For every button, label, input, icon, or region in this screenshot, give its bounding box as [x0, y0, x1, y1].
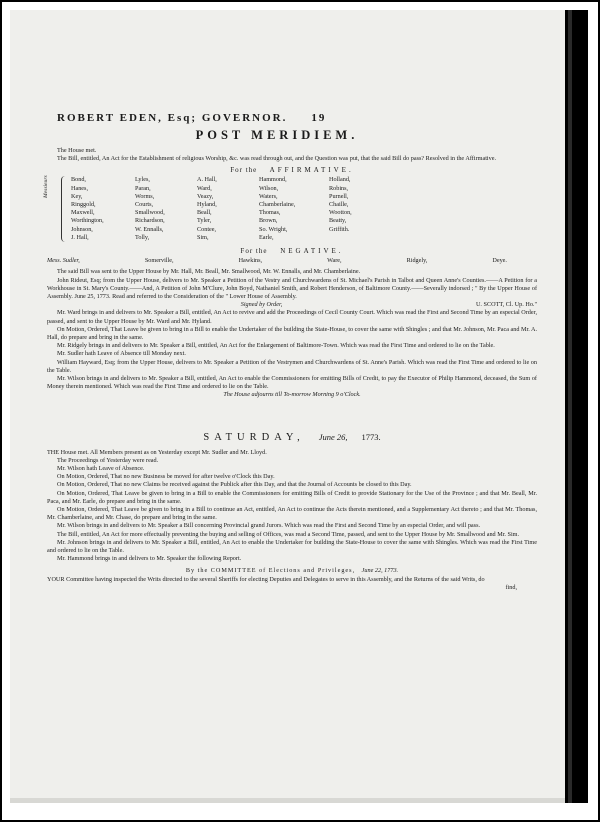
affirmative-name: Tyler,	[197, 217, 212, 225]
pm-body-paragraph: Mr. Sudler hath Leave of Absence till Monday next.	[57, 350, 186, 358]
affirmative-name: W. Ennalls,	[135, 225, 164, 233]
committee-title: By the COMMITTEE of Elections and Privileges,	[185, 566, 356, 574]
messieurs-label: Messieurs	[43, 175, 49, 199]
affirmative-name: Thomas,	[259, 209, 281, 217]
affirmative-name: Veazy,	[197, 192, 214, 200]
pm-house-met: The House met.	[57, 147, 97, 154]
pm-body-paragraph: Mr. Ward brings in and delivers to Mr. Speaker a Bill, entitled, An Act to revive and add the Proceedings of Cecil County Court. Which was read the First and Second Time by an especial Order, passed, and sent to the Upper House by Mr. Ward and Mr. Hyland.	[47, 309, 537, 325]
affirmative-names-block	[43, 175, 537, 244]
negative-name: Somerville,	[144, 257, 174, 265]
affirmative-name: Paran,	[135, 184, 151, 192]
affirmative-name: Hanes,	[71, 184, 89, 192]
affirmative-name: Lyles,	[135, 176, 150, 184]
saturday-paragraph: The Proceedings of Yesterday were read.	[57, 456, 159, 464]
saturday-paragraph: Mr. Wilson hath Leave of Absence.	[57, 465, 145, 473]
saturday-paragraph: Mr. Johnson brings in and delivers to Mr. Speaker a Bill, entitled, An Act to enable the Undertaker for building the State-House to cover the same with Shingles. Which was read the First Time and ordered to lie on the Table.	[47, 538, 537, 555]
signed-line	[47, 301, 537, 309]
affirmative-name: Bond,	[71, 176, 86, 184]
saturday-body	[47, 449, 537, 564]
affirmative-name: J. Hall,	[71, 233, 89, 241]
pm-body-paragraph: William Hayward, Esq; from the Upper House, delivers to Mr. Speaker a Petition of the Vestrymen and Churchwardens of St. Anne's Parish. Which was read the First Time and ordered to lie on the Table.	[47, 358, 537, 374]
negative-name: Mess. Sudler,	[47, 257, 80, 265]
negative-names-row	[47, 257, 537, 264]
page-content	[43, 112, 538, 592]
saturday-paragraph: Mr. Wilson brings in and delivers to Mr. Speaker a Bill concerning Provincial grand Jurors. Which was read the First and Second Time by an especial Order, and will pass.	[57, 522, 481, 530]
page-bottom-edge	[10, 798, 565, 803]
grid-spacer	[391, 185, 451, 193]
grid-spacer	[391, 234, 451, 242]
affirmative-name: A. Hall,	[197, 176, 217, 184]
affirmative-name: Hammond,	[259, 176, 287, 184]
affirmative-label: For the	[230, 166, 258, 175]
adjournment-line: The House adjourns till To-morrow Morning 9 o'Clock.	[223, 391, 361, 399]
affirmative-name: Richardson,	[135, 217, 165, 225]
affirmative-heading	[47, 166, 537, 174]
affirmative-name: Sim,	[197, 233, 209, 241]
grid-spacer	[391, 217, 451, 225]
affirmative-name: Holland,	[329, 176, 351, 184]
saturday-paragraph: THE House met. All Members present as on Yesterday except Mr. Sudler and Mr. Lloyd.	[47, 448, 267, 456]
affirmative-name: Wootton,	[329, 209, 352, 217]
negative-heading	[47, 247, 537, 255]
affirmative-name: Tolly,	[135, 233, 150, 241]
committee-report-paragraph: YOUR Committee having inspected the Writs directed to the several Sheriffs for electing Deputies and Delegates to serve in this Assembly, and the Returns of the said Writs, do	[47, 575, 485, 583]
saturday-date: June 26,	[318, 431, 348, 442]
committee-date: June 22, 1773.	[361, 566, 399, 574]
pm-body-paragraph: Mr. Wilson brings in and delivers to Mr. Speaker a Bill, entitled, An Act to enable the Commissioners for emitting Bills of Credit, to pay the Executor of Philip Hammond, deceased, the Sum of Money therein mentioned. Which was read the First Time and ordered to lie on the Table.	[47, 375, 537, 391]
affirmative-word: AFFIRMATIVE.	[269, 166, 354, 175]
running-head-title: ROBERT EDEN, Esq; GOVERNOR.	[57, 112, 288, 124]
affirmative-name: Hyland,	[197, 201, 217, 209]
affirmative-name: Purnell,	[329, 192, 349, 200]
affirmative-name: Wilson,	[259, 184, 279, 192]
affirmative-name: Key,	[71, 192, 83, 200]
negative-word: NEGATIVE.	[280, 247, 344, 256]
clerk-signature: U. SCOTT, Cl. Up. Ho."	[475, 301, 537, 309]
pm-body-paragraph: The said Bill was sent to the Upper House by Mr. Hall, Mr. Beall, Mr. Smallwood, Mr. W. Ennalls, and Mr. Chamberlaine.	[57, 268, 361, 276]
affirmative-name: Chaille,	[329, 201, 349, 209]
affirmative-name: Earle,	[259, 233, 274, 241]
affirmative-name: Ringgold,	[71, 201, 96, 209]
negative-name: Deye.	[492, 257, 507, 265]
section-title-post-meridiem: POST MERIDIEM.	[195, 128, 359, 142]
affirmative-name: Waters,	[259, 192, 278, 200]
saturday-paragraph: On Motion, Ordered, That Leave be given to bring in a Bill to enable the Commissioners for emitting Bills of Credit to provide Stationary for the Use of the Province ; and that Mr. Beall, Mr. Paca, and Mr. Earle, do prepare and bring in the same.	[47, 489, 537, 505]
saturday-paragraph: Mr. Hammond brings in and delivers to Mr. Speaker the following Report.	[57, 555, 242, 563]
names-brace	[61, 176, 68, 242]
grid-spacer	[391, 201, 451, 209]
affirmative-name: Worthington,	[71, 217, 104, 225]
saturday-paragraph: The Bill, entitled, An Act for more effectually preventing the buying and selling of Offices, was read a Second Time, passed, and sent to the Upper House by Mr. Smallwood and Mr. Sim.	[57, 530, 520, 538]
pm-body-paragraph: Mr. Ridgely brings in and delivers to Mr. Speaker a Bill, entitled, An Act for the Enlargement of Baltimore-Town. Which was read the First Time and ordered to lie on the Table.	[57, 342, 495, 350]
affirmative-name: Ward,	[197, 184, 212, 192]
scan-edge-line	[568, 10, 572, 803]
affirmative-name: So. Wright,	[259, 225, 288, 233]
committee-heading	[47, 567, 537, 574]
affirmative-name: Johnson,	[71, 225, 93, 233]
affirmative-name: Maxwell,	[71, 209, 95, 217]
grid-spacer	[391, 226, 451, 234]
affirmative-names-grid	[71, 176, 537, 242]
negative-name: Ware,	[327, 257, 342, 265]
saturday-paragraph: On Motion, Ordered, That no new Claims be received against the Publick after this Day, and that the Journal of Accounts be closed to this Day.	[57, 481, 412, 489]
grid-spacer	[391, 209, 451, 217]
pm-body-paragraph: On Motion, Ordered, That Leave be given to bring in a Bill to enable the Undertaker of the building the State-House, to cover the same with Shingles ; and that Mr. Johnson, Mr. Paca and Mr. A. Hall, do prepare and bring in the same.	[47, 325, 538, 342]
negative-label: For the	[240, 247, 268, 256]
page-number: 19	[311, 112, 327, 124]
pm-body-continued	[47, 309, 537, 391]
pm-bill-paragraph: The Bill, entitled, An Act for the Establishment of religious Worship, &c. was read through out, and the Question was put, that the said Bill do pass? Resolved in the Affirmative.	[57, 155, 497, 163]
catchword: find,	[505, 583, 517, 591]
affirmative-name: Griffith.	[329, 225, 350, 233]
scan-edge-strip	[565, 10, 588, 803]
affirmative-name: Beatty,	[329, 217, 347, 225]
negative-name: Hawkins,	[238, 257, 263, 265]
saturday-day: SATURDAY,	[203, 431, 305, 443]
affirmative-name: Chamberlaine,	[259, 201, 296, 209]
saturday-heading	[47, 432, 537, 443]
running-head	[57, 112, 537, 124]
affirmative-name: Beall,	[197, 209, 212, 217]
pm-body-paragraph: John Rideut, Esq; from the Upper House, delivers to Mr. Speaker a Petition of the Vestry and Churchwardens of St. Michael's Parish in Talbot and Queen Anne's Counties.——A Petition for a Workhouse in St. Mary's County.——And, A Petition of John M'Clure, John Boyd, Nathaniel Smith, and Robert Henderson, of Baltimore County.——Severally indorsed ; " By the Upper House of Assembly. June 25, 1773. Read and referred to the Consideration of the " Lower House of Assembly.	[47, 276, 537, 301]
affirmative-name	[329, 234, 391, 242]
saturday-paragraph: On Motion, Ordered, That Leave be given to bring in a Bill to continue an Act, entitled, An Act to continue the Acts therein mentioned, and a Supplementary Act thereto ; and that Mr. Thomas, Mr. Chamberlaine, and Mr. Chase, do prepare and bring in the same.	[47, 506, 537, 522]
affirmative-name: Worms,	[135, 192, 155, 200]
negative-name: Ridgely,	[406, 257, 428, 265]
signed-by-order: Signed by Order,	[240, 301, 283, 309]
grid-spacer	[391, 176, 451, 184]
affirmative-name: Contee,	[197, 225, 217, 233]
affirmative-name: Robins,	[329, 184, 349, 192]
saturday-paragraph: On Motion, Ordered, That no new Business be moved for after twelve o'Clock this Day.	[57, 473, 275, 481]
affirmative-name: Smallwood,	[135, 209, 165, 217]
affirmative-name: Courts,	[135, 201, 154, 209]
saturday-year: 1773.	[361, 431, 381, 442]
grid-spacer	[391, 193, 451, 201]
affirmative-name: Brown,	[259, 217, 278, 225]
